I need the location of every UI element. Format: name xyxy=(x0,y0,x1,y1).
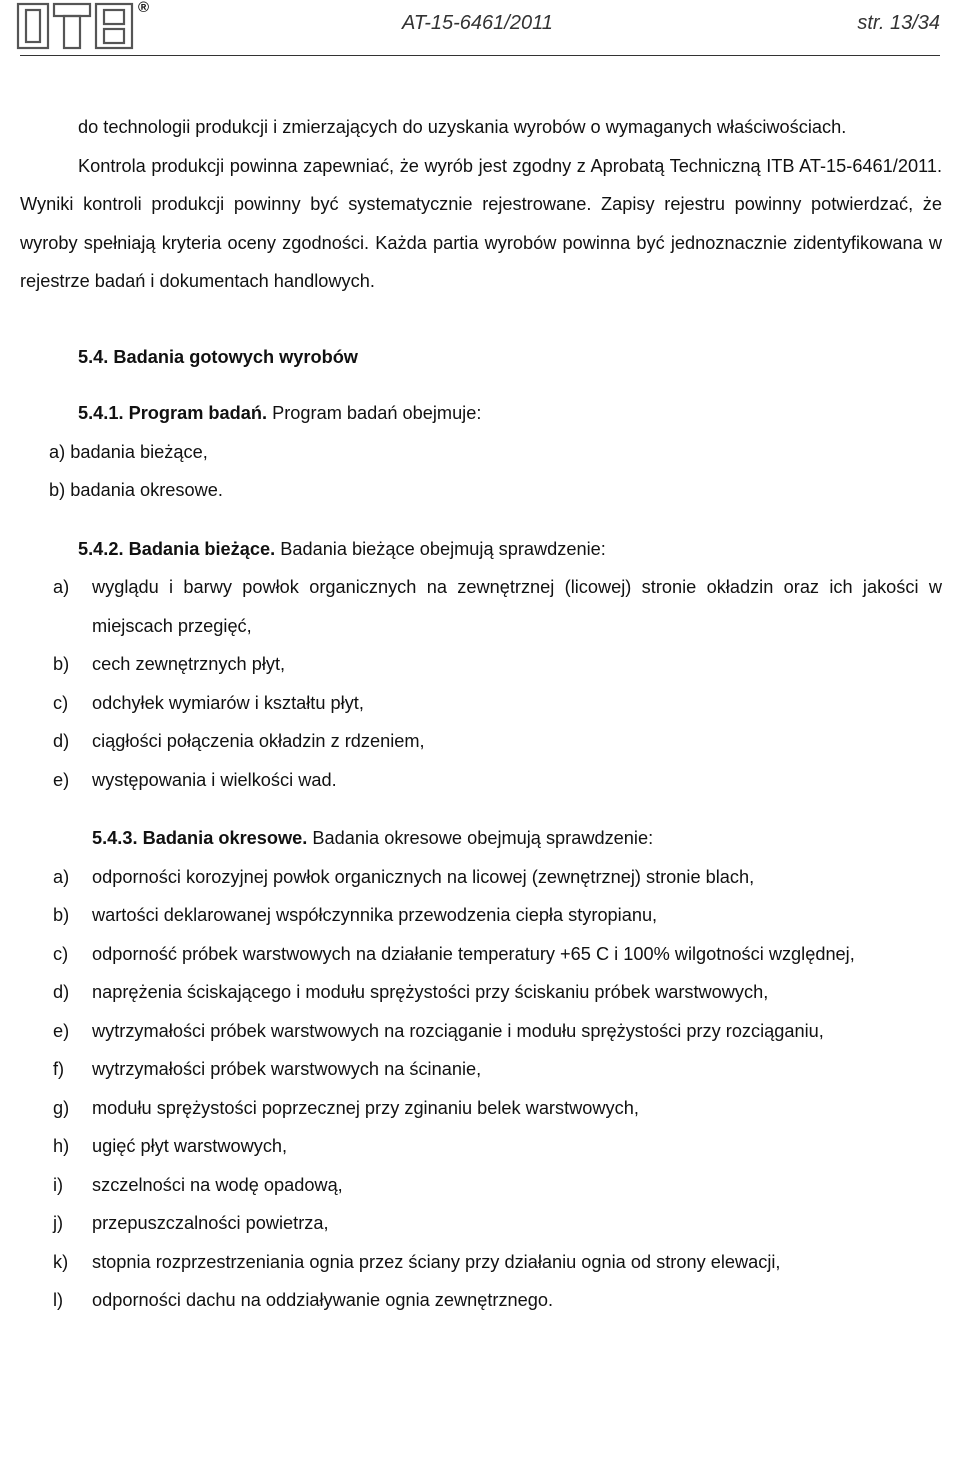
list-item xyxy=(20,1166,942,1205)
list-item xyxy=(20,722,942,761)
list-label: e) xyxy=(53,1020,70,1041)
list-item xyxy=(20,684,942,723)
list-item xyxy=(20,935,942,974)
list-label: i) xyxy=(53,1174,64,1195)
section-intro: Badania bieżące obejmują sprawdzenie: xyxy=(280,538,606,559)
list-label: l) xyxy=(53,1290,64,1310)
list-text: odporność próbek warstwowych na działanie temperatury +65 C i 100% wilgotności względnej, xyxy=(92,943,855,964)
list-text: modułu sprężystości poprzecznej przy zginaniu belek warstwowych, xyxy=(92,1097,639,1118)
list-label: d) xyxy=(53,731,70,751)
list-item xyxy=(20,1127,942,1166)
list-text: stopnia rozprzestrzeniania ognia przez ściany przy działaniu ognia od strony elewacji, xyxy=(92,1251,781,1272)
list-label: c) xyxy=(53,692,69,713)
current-tests-list xyxy=(20,568,942,799)
section-number: 5.4.2. xyxy=(78,538,124,559)
list-text: szczelności na wodę opadową, xyxy=(92,1174,343,1195)
list-item xyxy=(20,433,942,472)
section-intro: Badania okresowe obejmują sprawdzenie: xyxy=(312,828,654,848)
list-label: e) xyxy=(53,769,70,790)
intro-paragraph: do technologii produkcji i zmierzających do uzyskania wyrobów o wymaganych właściwościach. xyxy=(78,117,847,137)
section-intro: Program badań obejmuje: xyxy=(272,403,482,423)
list-text: ugięć płyt warstwowych, xyxy=(92,1136,288,1156)
list-item xyxy=(20,1050,942,1089)
list-label: a) xyxy=(53,866,70,887)
list-item xyxy=(20,568,942,645)
list-item xyxy=(20,896,942,935)
section-5-4-1-heading xyxy=(20,394,942,433)
list-label: k) xyxy=(53,1251,69,1272)
list-label: b) xyxy=(49,480,66,500)
list-text: przepuszczalności powietrza, xyxy=(92,1213,329,1233)
page-number: str. 13/34 xyxy=(857,12,940,34)
control-paragraph: Kontrola produkcji powinna zapewniać, że wyrób jest zgodny z Aprobatą Techniczną ITB AT-15-6461/2011. Wyniki kontroli produkcji powinny być systematycznie rejestrowane. Zapisy rejestru powinny potwierdzać, że wyroby spełniają kryteria oceny zgodności. Każda partia wyrobów powinna być jednoznacznie zidentyfikowana w rejestrze badań i dokumentach handlowych. xyxy=(20,155,942,291)
list-text: odporności dachu na oddziaływanie ognia zewnętrznego. xyxy=(92,1290,554,1310)
list-label: b) xyxy=(53,654,70,674)
periodic-tests-list xyxy=(20,858,942,1320)
list-label: f) xyxy=(53,1059,65,1079)
list-text: odporności korozyjnej powłok organicznych na licowej (zewnętrznej) stronie blach, xyxy=(92,866,755,887)
section-number: 5.4.1. xyxy=(78,403,124,423)
header-divider xyxy=(20,55,940,56)
section-title: Badania gotowych wyrobów xyxy=(113,346,358,367)
section-5-4-heading xyxy=(20,338,942,377)
list-text: naprężenia ściskającego i modułu sprężystości przy ściskaniu próbek warstwowych, xyxy=(92,982,769,1002)
list-item xyxy=(20,858,942,897)
list-text: badania okresowe. xyxy=(70,480,223,500)
list-text: badania bieżące, xyxy=(70,441,208,462)
list-item xyxy=(20,471,942,510)
section-5-4-2-heading xyxy=(20,530,942,569)
section-title: Badania bieżące. xyxy=(128,538,276,559)
section-title: Badania okresowe. xyxy=(142,828,308,848)
page-body xyxy=(20,108,942,1320)
list-label: j) xyxy=(53,1213,64,1233)
list-label: c) xyxy=(53,943,69,964)
registered-mark: ® xyxy=(138,0,150,16)
section-number: 5.4.3. xyxy=(92,828,138,848)
list-item xyxy=(20,1012,942,1051)
list-text: występowania i wielkości wad. xyxy=(92,769,337,790)
list-text: wytrzymałości próbek warstwowych na rozciąganie i modułu sprężystości przy rozciąganiu, xyxy=(92,1020,824,1041)
list-label: a) xyxy=(49,441,66,462)
list-item xyxy=(20,973,942,1012)
itb-logo xyxy=(16,2,136,50)
list-text: wytrzymałości próbek warstwowych na ścinanie, xyxy=(92,1059,482,1079)
section-number: 5.4. xyxy=(78,346,109,367)
list-label: a) xyxy=(53,577,70,597)
page-header xyxy=(0,0,960,60)
list-item xyxy=(20,761,942,800)
list-text: ciągłości połączenia okładzin z rdzeniem, xyxy=(92,731,425,751)
section-5-4-3-heading xyxy=(20,819,942,858)
list-text: odchyłek wymiarów i kształtu płyt, xyxy=(92,692,364,713)
list-text: cech zewnętrznych płyt, xyxy=(92,654,286,674)
list-text: wyglądu i barwy powłok organicznych na zewnętrznej (licowej) stronie okładzin oraz ich jakości w miejscach przegięć, xyxy=(92,577,942,636)
document-code: AT-15-6461/2011 xyxy=(402,12,553,34)
list-text: wartości deklarowanej współczynnika przewodzenia ciepła styropianu, xyxy=(92,905,658,925)
list-item xyxy=(20,1243,942,1282)
list-label: d) xyxy=(53,982,70,1002)
list-label: g) xyxy=(53,1097,70,1118)
list-item xyxy=(20,1089,942,1128)
list-item xyxy=(20,1281,942,1320)
list-item xyxy=(20,645,942,684)
program-list xyxy=(20,433,942,510)
list-label: h) xyxy=(53,1136,70,1156)
list-item xyxy=(20,1204,942,1243)
list-label: b) xyxy=(53,905,70,925)
section-title: Program badań. xyxy=(128,403,268,423)
